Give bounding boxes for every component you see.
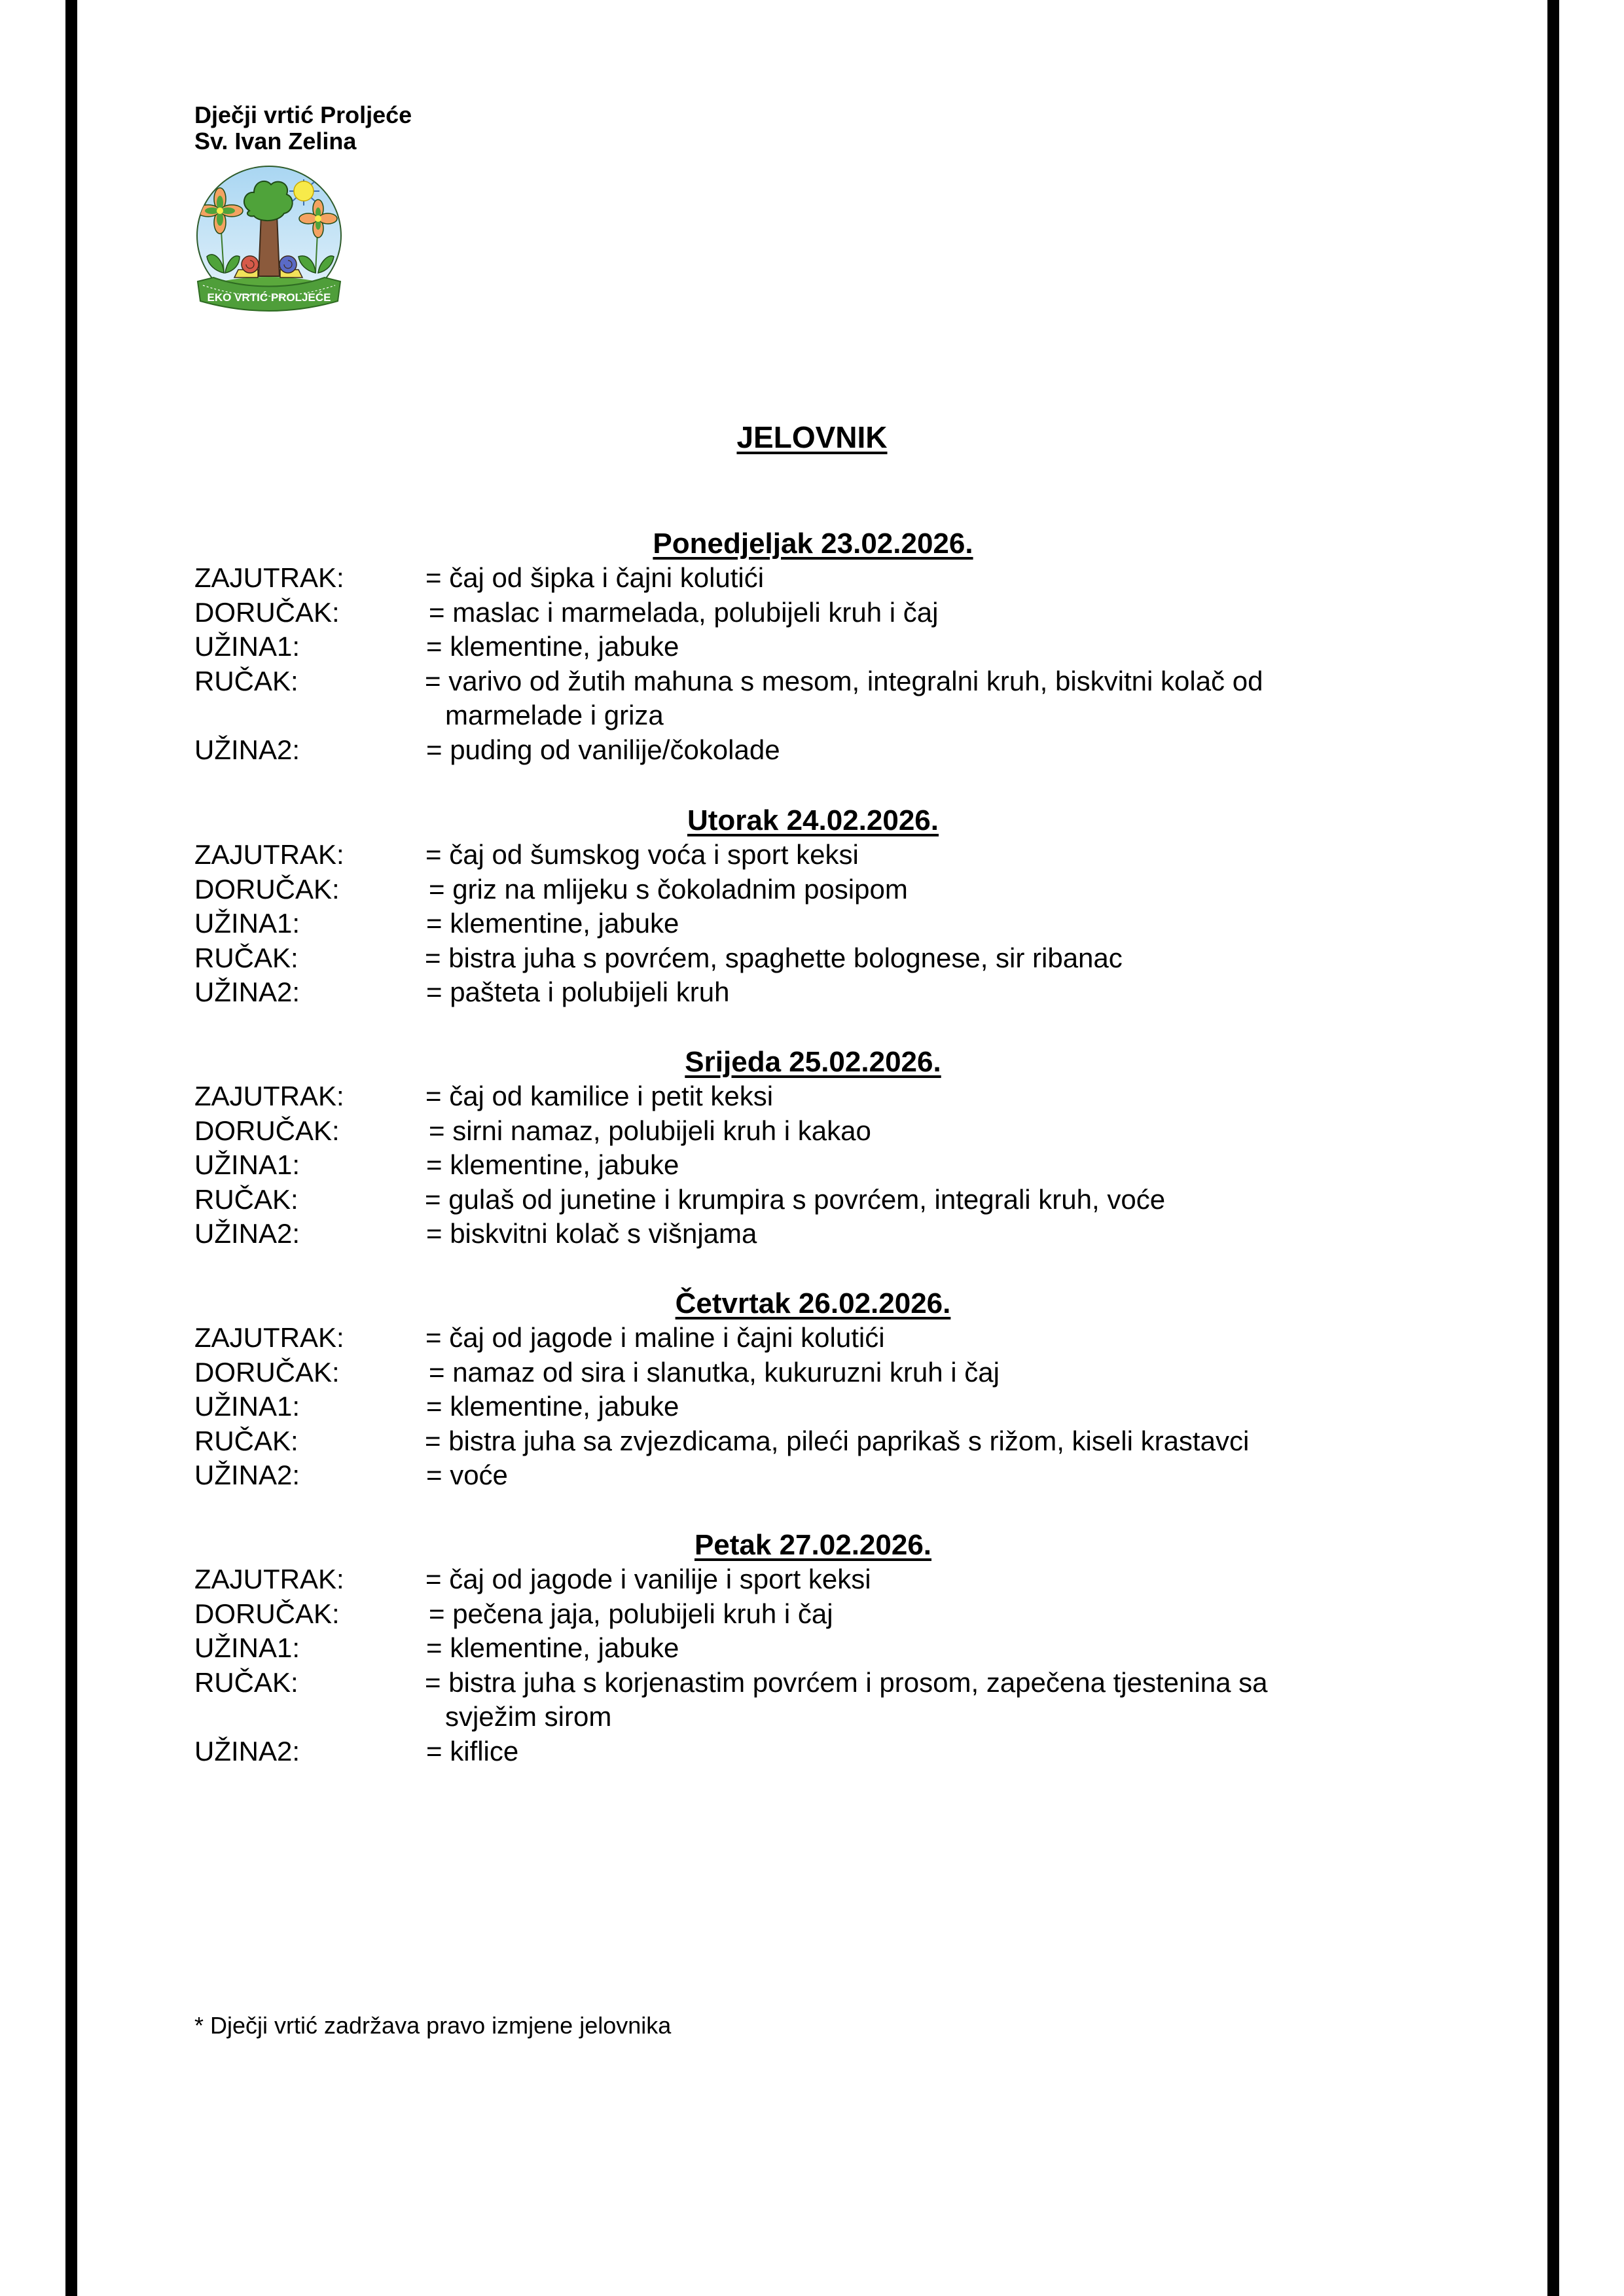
meal-row-zajutrak: ZAJUTRAK: = čaj od kamilice i petit keksi xyxy=(194,1081,774,1111)
meal-row-dorucak: DORUČAK: = namaz od sira i slanutka, kukuruzni kruh i čaj xyxy=(194,1356,1000,1388)
meal-row-uzina1: UŽINA1: = klementine, jabuke xyxy=(194,1391,679,1422)
meal-row-dorucak: DORUČAK: = maslac i marmelada, polubijeli kruh i čaj xyxy=(194,596,939,628)
meal-row-rucak: RUČAK: = bistra juha sa zvjezdicama, pileći paprikaš s rižom, kiseli krastavci xyxy=(194,1425,1250,1456)
meal-row-uzina1: UŽINA1: = klementine, jabuke xyxy=(194,1632,679,1663)
organization-location: Sv. Ivan Zelina xyxy=(194,128,357,154)
meal-row-zajutrak: ZAJUTRAK: = čaj od šipka i čajni kolutići xyxy=(194,562,765,593)
meal-row-dorucak: DORUČAK: = sirni namaz, polubijeli kruh i kakao xyxy=(194,1115,871,1146)
day-heading: Srijeda 25.02.2026. xyxy=(685,1046,941,1078)
day-section-friday xyxy=(194,1528,1490,1768)
meal-row-uzina1: UŽINA1: = klementine, jabuke xyxy=(194,1149,679,1180)
meal-row-rucak: RUČAK: = varivo od žutih mahuna s mesom, integralni kruh, biskvitni kolač od xyxy=(194,665,1263,696)
logo-image xyxy=(194,165,344,314)
meal-row-zajutrak: ZAJUTRAK: = čaj od jagode i vanilije i sport keksi xyxy=(194,1564,871,1594)
page-title: JELOVNIK xyxy=(736,420,888,454)
meal-row-rucak-continuation: marmelade i griza xyxy=(445,700,664,730)
eko-vrtic-logo xyxy=(194,165,344,314)
footnote: * Dječji vrtić zadržava pravo izmjene jelovnika xyxy=(194,2012,672,2039)
meal-row-rucak: RUČAK: = bistra juha s povrćem, spaghette bolognese, sir ribanac xyxy=(194,942,1123,973)
right-border-bar xyxy=(1547,0,1559,2296)
day-section-wednesday xyxy=(194,1045,1490,1251)
meal-row-zajutrak: ZAJUTRAK: = čaj od jagode i maline i čajni kolutići xyxy=(194,1322,885,1353)
left-border-bar xyxy=(65,0,77,2296)
day-heading: Petak 27.02.2026. xyxy=(694,1529,932,1561)
day-section-monday xyxy=(194,527,1490,767)
meal-row-dorucak: DORUČAK: = griz na mlijeku s čokoladnim posipom xyxy=(194,873,908,905)
meal-row-uzina2: UŽINA2: = puding od vanilije/čokolade xyxy=(194,734,780,765)
meal-row-rucak: RUČAK: = gulaš od junetine i krumpira s povrćem, integrali kruh, voće xyxy=(194,1183,1166,1215)
meal-row-rucak-continuation: svježim sirom xyxy=(445,1701,612,1732)
organization-name: Dječji vrtić Proljeće xyxy=(194,101,412,128)
day-section-thursday xyxy=(194,1287,1490,1493)
meal-row-zajutrak: ZAJUTRAK: = čaj od šumskog voća i sport keksi xyxy=(194,839,859,870)
day-heading: Ponedjeljak 23.02.2026. xyxy=(653,528,973,560)
meal-row-uzina2: UŽINA2: = pašteta i polubijeli kruh xyxy=(194,977,730,1007)
meal-row-uzina2: UŽINA2: = kiflice xyxy=(194,1735,519,1767)
meal-row-uzina2: UŽINA2: = biskvitni kolač s višnjama xyxy=(194,1218,757,1249)
meal-row-uzina1: UŽINA1: = klementine, jabuke xyxy=(194,908,679,939)
organization-header xyxy=(194,102,412,154)
logo-banner-text: EKO VRTIĆ PROLJEĆE xyxy=(207,291,331,304)
meal-row-dorucak: DORUČAK: = pečena jaja, polubijeli kruh i čaj xyxy=(194,1598,833,1629)
meal-row-uzina1: UŽINA1: = klementine, jabuke xyxy=(194,631,679,662)
meal-row-rucak: RUČAK: = bistra juha s korjenastim povrćem i prosom, zapečena tjestenina sa xyxy=(194,1666,1268,1698)
day-section-tuesday xyxy=(194,804,1490,1010)
day-heading: Utorak 24.02.2026. xyxy=(687,804,939,836)
day-heading: Četvrtak 26.02.2026. xyxy=(675,1287,951,1319)
meal-row-uzina2: UŽINA2: = voće xyxy=(194,1460,508,1490)
